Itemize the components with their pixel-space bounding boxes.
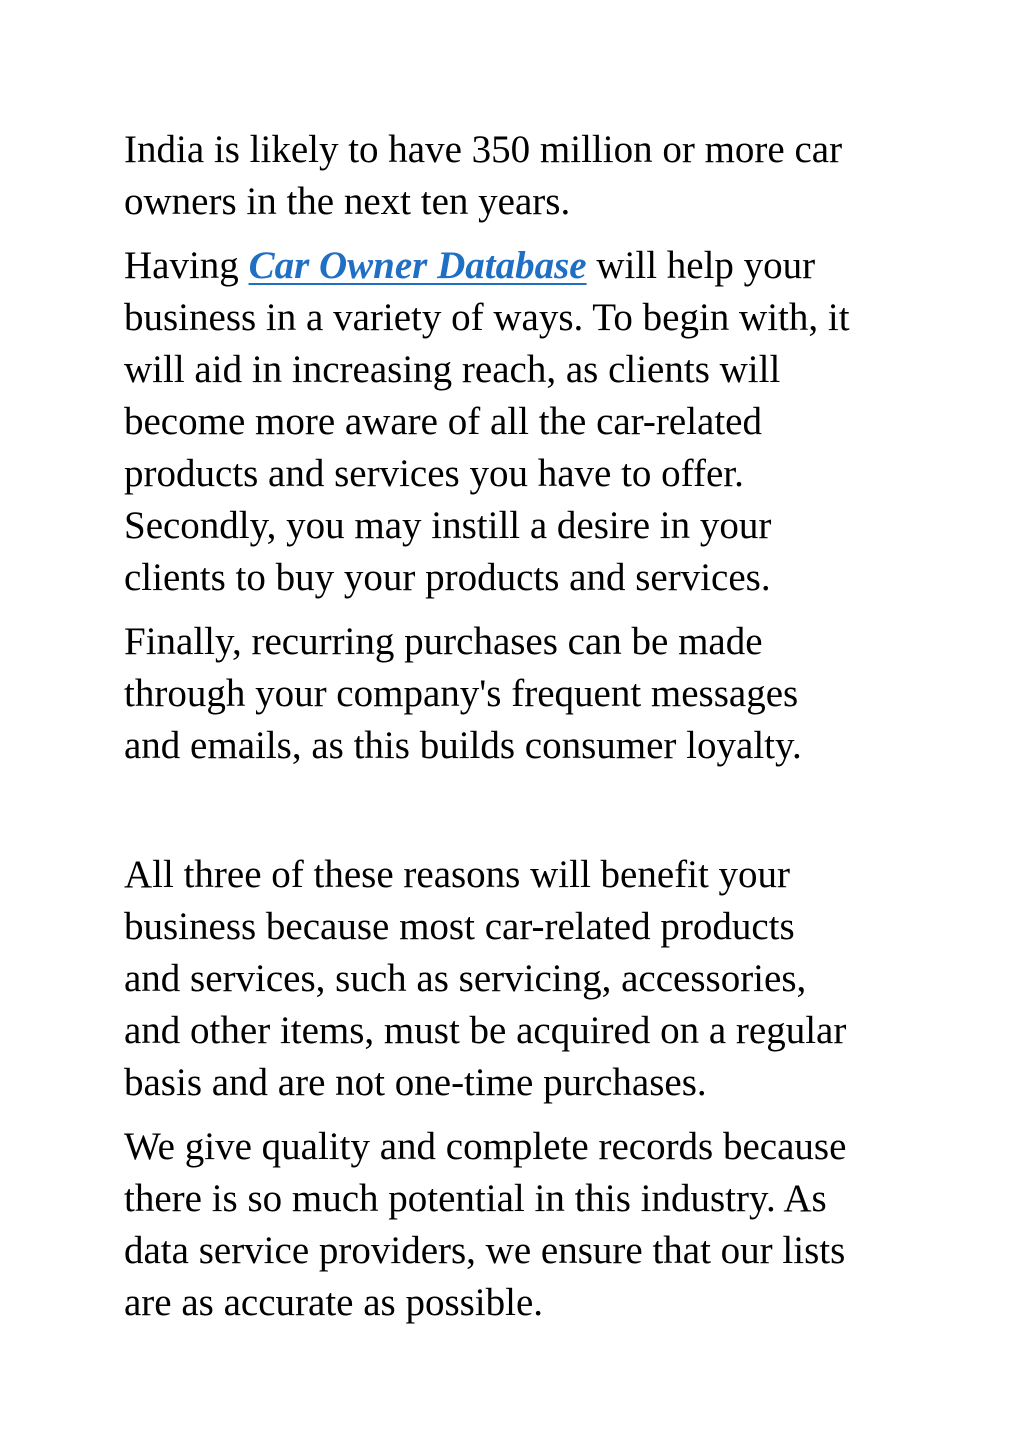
text-line: and emails, as this builds consumer loyalty. <box>124 724 802 767</box>
text-line: and services, such as servicing, accessories, <box>124 957 807 1000</box>
text-line: India is likely to have 350 million or more car <box>124 128 843 171</box>
text-line: business in a variety of ways. To begin with, it <box>124 296 850 339</box>
text-line: will aid in increasing reach, as clients will <box>124 348 781 391</box>
text-line <box>124 240 914 292</box>
text-line: become more aware of all the car-related <box>124 400 762 443</box>
text-line: clients to buy your products and services. <box>124 556 771 599</box>
paragraph-consumer-loyalty <box>124 616 914 772</box>
text-line: data service providers, we ensure that our lists <box>124 1229 846 1272</box>
paragraph-data-quality <box>124 1121 914 1329</box>
text-line: through your company's frequent messages <box>124 672 799 715</box>
car-owner-database-link[interactable]: Car Owner Database <box>248 244 587 287</box>
text-line: Finally, recurring purchases can be made <box>124 620 763 663</box>
text-line: All three of these reasons will benefit your <box>124 853 791 896</box>
text-line: and other items, must be acquired on a regular <box>124 1009 847 1052</box>
document-body <box>124 124 914 1329</box>
text-line: We give quality and complete records because <box>124 1125 847 1168</box>
paragraph-business-benefit <box>124 849 914 1109</box>
text-fragment: will help your <box>586 244 816 287</box>
text-line: products and services you have to offer. <box>124 452 744 495</box>
text-line: basis and are not one-time purchases. <box>124 1061 707 1104</box>
paragraph-database-benefits <box>124 240 914 604</box>
text-line: Secondly, you may instill a desire in your <box>124 504 772 547</box>
text-line: owners in the next ten years. <box>124 180 571 223</box>
text-fragment: Having <box>124 244 249 287</box>
text-line: are as accurate as possible. <box>124 1281 544 1324</box>
text-line: there is so much potential in this industry. As <box>124 1177 827 1220</box>
paragraph-car-owner-forecast <box>124 124 914 228</box>
text-line: business because most car-related products <box>124 905 795 948</box>
